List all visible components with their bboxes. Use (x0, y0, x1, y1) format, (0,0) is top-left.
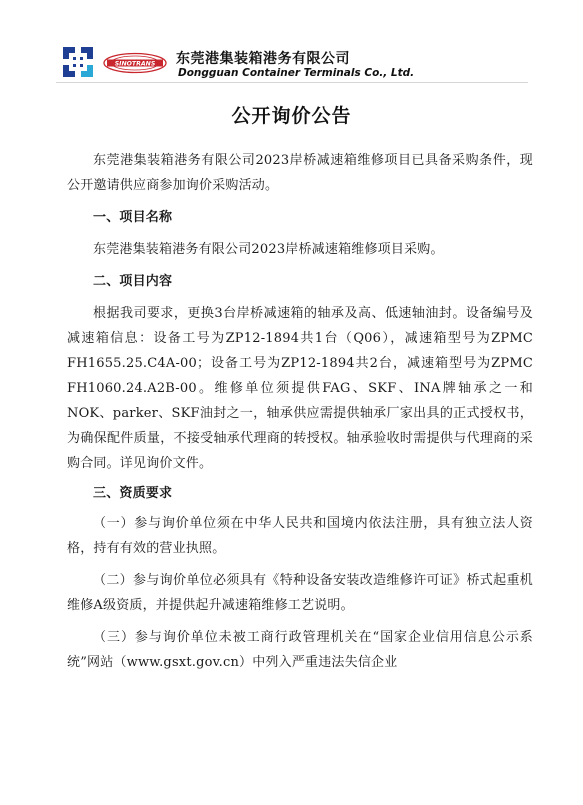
company-name-en: Dongguan Container Terminals Co., Ltd. (178, 67, 415, 79)
document-body (67, 148, 533, 675)
qualification-item-3: （三）参与询价单位未被工商行政管理机关在“国家企业信用信息公示系统”网站（www.gsxt.gov.cn）中列入严重违法失信企业 (67, 630, 533, 670)
page-title: 公开询价公告 (231, 105, 352, 127)
intro-paragraph: 东莞港集装箱港务有限公司2023岸桥减速箱维修项目已具备采购条件，现公开邀请供应商参加询价采购活动。 (67, 153, 533, 193)
header-divider (56, 82, 528, 83)
section-heading-qualification: 三、资质要求 (93, 486, 173, 501)
qualification-item-2: （二）参与询价单位必须具有《特种设备安装改造维修许可证》桥式起重机维修A级资质，并提供起升减速箱维修工艺说明。 (67, 573, 533, 613)
section-paragraph: 根据我司要求，更换3台岸桥减速箱的轴承及高、低速轴油封。设备编号及减速箱信息：设备工号为ZP12-1894共1台（Q06），减速箱型号为ZPMC FH1655.25.C4A-00；设备工号为ZP12-1894共2台，减速箱型号为ZPMC FH1060.24.A2B-00。维修单位须提供FAG、SKF、INA牌轴承之一和NOK、parker、SKF油封之一，轴承供应需提供轴承厂家出具的正式授权书，为确保配件质量，不接受轴承代理商的转授权。轴承验收时需提供与代理商的采购合同。详见询价文件。 (67, 306, 533, 471)
section-heading-name: 一、项目名称 (93, 210, 173, 225)
logo-text: SINOTRANS (114, 60, 156, 68)
sinotrans-logo-icon (102, 52, 168, 74)
letterhead (62, 44, 522, 84)
company-logo-icon (62, 46, 94, 78)
section-paragraph: 东莞港集装箱港务有限公司2023岸桥减速箱维修项目采购。 (93, 242, 444, 257)
company-name-cn: 东莞港集装箱港务有限公司 (176, 51, 350, 67)
section-heading-content: 二、项目内容 (93, 274, 173, 289)
qualification-item-1: （一）参与询价单位须在中华人民共和国境内依法注册，具有独立法人资格，持有有效的营业执照。 (67, 516, 533, 556)
